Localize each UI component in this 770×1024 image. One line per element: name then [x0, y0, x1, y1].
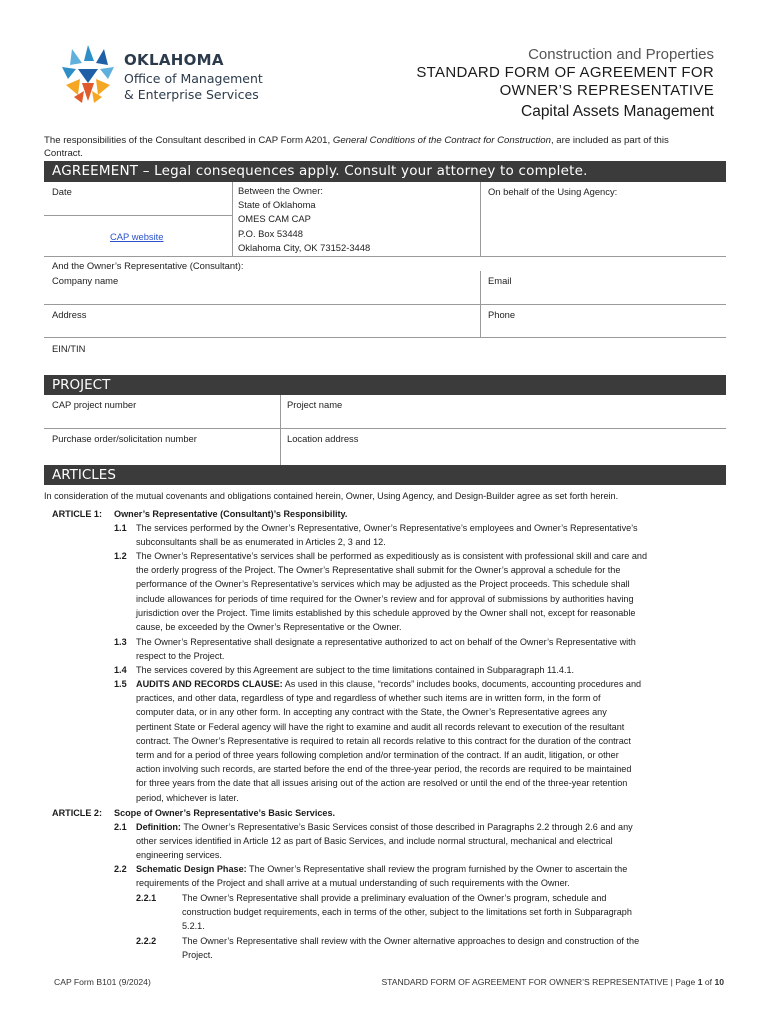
intro-text-part2: , are included as part of this [550, 135, 669, 146]
article-2-number: ARTICLE 2: [52, 808, 103, 818]
paragraph-number: 1.4 [114, 665, 127, 675]
intro-paragraph [44, 134, 726, 160]
text-line: The Owner’s Representative shall designate a representative authorized to act on behalf of the Owner’s Representative with [136, 637, 636, 647]
project-name-field[interactable]: Project name [287, 399, 343, 410]
paragraph-1-4 [136, 663, 574, 677]
form-title-block [416, 46, 714, 123]
ein-tin-field[interactable]: EIN/TIN [52, 343, 86, 354]
footer-of: of [702, 977, 715, 987]
text-line: construction budget requirements, each in terms of the other, subject to the limitations set forth in Subparagraph [182, 907, 632, 918]
definition-heading: Definition: [136, 822, 181, 832]
text-line: contract. The Owner’s Representative is required to retain all records relative to this contract for the duration of the contract [136, 735, 631, 746]
footer-title: STANDARD FORM OF AGREEMENT FOR OWNER’S REPRESENTATIVE | Page [381, 977, 698, 987]
text-line: Project. [182, 950, 213, 961]
intro-text-part1: The responsibilities of the Consultant described in CAP Form A201, [44, 135, 333, 146]
agreement-section-bar: AGREEMENT – Legal consequences apply. Consult your attorney to complete. [44, 161, 726, 182]
articles-intro: In consideration of the mutual covenants and obligations contained herein, Owner, Using Agency, and Design-Builder agree as set forth herein. [44, 491, 619, 501]
text-line: action involving such records, are started before the end of the three-year period, the records are required to be maintained [136, 764, 632, 775]
company-name-field[interactable]: Company name [52, 275, 119, 286]
schematic-design-heading: Schematic Design Phase: [136, 864, 247, 874]
footer-page-total: 10 [714, 977, 724, 987]
text-line: The Owner’s Representative shall review with the Owner alternative approaches to design and construction of the [182, 936, 640, 946]
divider [280, 395, 281, 465]
paragraph-2-2-1 [182, 891, 632, 934]
owner-line: State of Oklahoma [238, 199, 316, 211]
text-line: respect to the Project. [136, 651, 225, 662]
text-line: for three years from the date that all issues arising out of the action are resolved or until the end of the three-year retention [136, 778, 628, 789]
divider [44, 337, 726, 338]
location-address-field[interactable]: Location address [287, 433, 359, 444]
text-line: the orderly progress of the Project. The Owner’s Representative shall submit for the Owner’s approval a schedule for the [136, 565, 621, 576]
text-line: engineering services. [136, 850, 222, 861]
article-1-number: ARTICLE 1: [52, 509, 103, 519]
audits-clause-heading: AUDITS AND RECORDS CLAUSE: [136, 679, 283, 689]
text-line: The services performed by the Owner’s Representative, Owner’s Representative’s employees and Owner’s Representative’s [136, 523, 638, 533]
form-department: Capital Assets Management [521, 103, 714, 120]
text-line: jurisdiction over the Project. Time limits established by this schedule approved by the Owner shall not, except for reasonable [136, 607, 636, 618]
form-title-line1: STANDARD FORM OF AGREEMENT FOR [416, 64, 714, 81]
divider [232, 182, 233, 256]
text-line: The Owner’s Representative’s services shall be performed as expeditiously as is consistent with professional skill and care and [136, 551, 648, 561]
owner-line: P.O. Box 53448 [238, 227, 303, 239]
text-line [136, 677, 641, 691]
paragraph-2-2 [136, 862, 627, 890]
owner-rep-label: And the Owner’s Representative (Consultant): [52, 260, 244, 271]
footer-form-number: CAP Form B101 (9/2024) [54, 977, 151, 987]
text-line: computer data, or in any other form. In accepting any contract with the State, the Owner’s Representative agrees any [136, 707, 607, 718]
paragraph-number: 2.2.2 [136, 936, 157, 946]
paragraph-1-5 [136, 677, 641, 805]
divider [44, 428, 726, 429]
text-line: term and for a period of three years following completion and/or termination of the contract. If an audit, litigation, or other [136, 750, 619, 761]
phone-field[interactable]: Phone [488, 309, 516, 320]
paragraph-number: 1.1 [114, 523, 127, 533]
intro-text-line2: Contract. [44, 148, 83, 159]
owner-address-block [238, 184, 370, 255]
paragraph-number: 2.1 [114, 822, 127, 832]
text-line [136, 820, 633, 834]
paragraph-2-1 [136, 820, 633, 863]
address-field[interactable]: Address [52, 309, 87, 320]
purchase-order-field[interactable]: Purchase order/solicitation number [52, 433, 197, 444]
email-field[interactable]: Email [488, 275, 512, 286]
text-line: period, whichever is later. [136, 792, 239, 803]
using-agency-field[interactable]: On behalf of the Using Agency: [488, 186, 618, 197]
form-title-line2: OWNER’S REPRESENTATIVE [499, 82, 714, 99]
text-line: include allowances for periods of time required for the Owner’s review and for approval of submissions by authorities having [136, 593, 634, 604]
logo-line-enterprise: & Enterprise Services [124, 87, 259, 102]
paragraph-number: 1.5 [114, 679, 127, 689]
article-2-title: Scope of Owner’s Representative’s Basic Services. [114, 808, 336, 818]
text-line: subconsultants shall be as enumerated in Articles 2, 3 and 12. [136, 537, 386, 548]
text-line-rest: The Owner’s Representative’s Basic Services consist of those described in Paragraphs 2.2 through 2.6 and any [180, 822, 633, 832]
document-header [0, 0, 770, 130]
footer-page-info [381, 977, 724, 987]
cap-website-link-text[interactable]: CAP website [110, 231, 164, 242]
intro-text-italic: General Conditions of the Contract for Construction [332, 135, 551, 146]
articles-section-bar: ARTICLES [44, 465, 726, 485]
omes-logo [58, 43, 288, 105]
divider [44, 304, 726, 305]
paragraph-1-3 [136, 635, 636, 663]
text-line: cause, be exceeded by the Owner’s Representative or the Owner. [136, 622, 402, 633]
owner-line: Oklahoma City, OK 73152-3448 [238, 241, 371, 253]
text-line-rest: The Owner’s Representative shall review the program furnished by the Owner to ascertain the [246, 864, 628, 874]
owner-line: OMES CAM CAP [238, 213, 311, 225]
paragraph-number: 1.3 [114, 637, 127, 647]
divider [44, 215, 232, 216]
article-1-title: Owner’s Representative (Consultant)’s Responsibility. [114, 509, 348, 519]
footer-page-number: 1 [697, 977, 703, 987]
paragraph-1-1 [136, 521, 638, 549]
text-line: 5.2.1. [182, 921, 205, 932]
cap-website-link[interactable] [110, 231, 164, 243]
text-line: pertinent State or Federal agency will have the right to examine and audit all records relevant to execution of the resultant [136, 721, 625, 732]
text-line: The services covered by this Agreement are subject to the time limitations contained in Subparagraph 11.4.1. [136, 665, 575, 675]
text-line: practices, and other data, regardless of type and regardless of whether such items are in written form, in the form of [136, 693, 601, 704]
form-subtitle: Construction and Properties [528, 46, 714, 63]
text-line: performance of the Owner’s Representative’s services which may be adjusted as the Project proceeds. This schedule shall [136, 579, 630, 590]
paragraph-1-2 [136, 549, 647, 634]
logo-line-oklahoma: OKLAHOMA [124, 51, 224, 69]
between-owner-label: Between the Owner: [238, 185, 323, 196]
oklahoma-star-logo-icon [58, 43, 118, 105]
divider [44, 256, 726, 257]
text-line: other services identified in Article 12 as part of Basic Services, and include normal structural, mechanical and electrical [136, 836, 613, 847]
date-field[interactable]: Date [52, 186, 72, 197]
logo-line-office: Office of Management [124, 71, 263, 86]
paragraph-number: 2.2.1 [136, 893, 157, 903]
text-line-rest: As used in this clause, “records” includes books, documents, accounting procedures and [282, 679, 642, 689]
project-section-bar: PROJECT [44, 375, 726, 395]
paragraph-number: 1.2 [114, 551, 127, 561]
text-line: The Owner’s Representative shall provide a preliminary evaluation of the Owner’s program, schedule and [182, 893, 607, 903]
text-line: requirements of the Project and shall arrive at a mutual understanding of such requirements with the Owner. [136, 878, 570, 889]
paragraph-2-2-2 [182, 934, 639, 962]
paragraph-number: 2.2 [114, 864, 127, 874]
text-line [136, 862, 627, 876]
divider [480, 182, 481, 256]
cap-project-number-field[interactable]: CAP project number [52, 399, 137, 410]
